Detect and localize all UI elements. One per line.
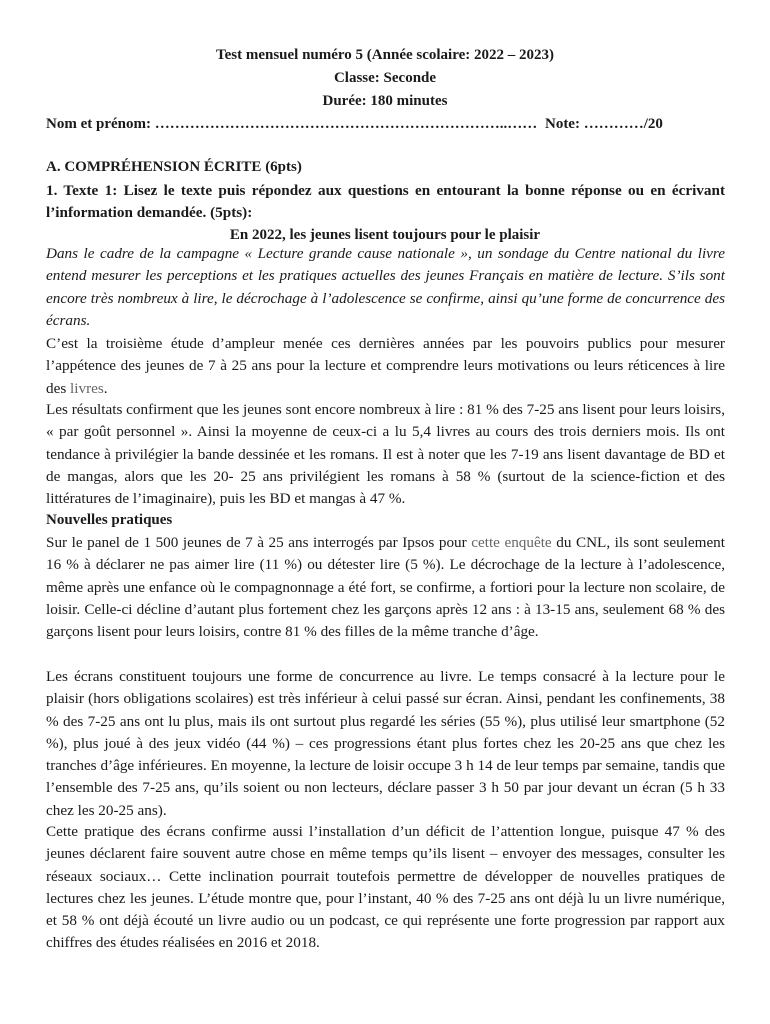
test-title: Test mensuel numéro 5 (Année scolaire: 2022 – 2023)	[215, 47, 555, 63]
article-paragraph-2: Les résultats confirment que les jeunes sont encore nombreux à lire : 81 % des 7-25 ans lisent pour leurs loisirs, « par goût personnel ». Ainsi la moyenne de ceux-ci a lu 5,4 livres au cours des trois derniers mois. Ils ont tendance à privilégier la bande dessinée et les romans. Il est à noter que les 7-19 ans lisent davantage de BD et de mangas, alors que les 20- 25 ans privilégient les romans à 58 % (surtout de la science-fiction et des littératures de l’imaginaire), puis les BD et mangas à 47 %.	[46, 401, 725, 508]
duration-label: Durée: 180 minutes	[322, 93, 448, 109]
subheading-nouvelles-pratiques: Nouvelles pratiques	[46, 512, 173, 528]
article-paragraph-4: Les écrans constituent toujours une forme de concurrence au livre. Le temps consacré à la lecture pour le plaisir (hors obligations scolaires) est très inférieur à celui passé sur écran. Ainsi, pendant les confinements, 38 % des 7-25 ans ont lu plus, mais ils ont surtout plus regardé les séries (55 %), plus utilisé leur smartphone (52 %), plus joué à des jeux vidéo (44 %) – ces progressions étant plus fortes chez les 20-25 ans que chez les tranches d’âge inférieures. En moyenne, la lecture de loisir occupe 3 h 14 de leur temps par semaine, tandis que l’ensemble des 7-25 ans, qu’ils soient ou non lecteurs, déclare passer 3 h 50 par jour devant un écran (5 h 33 chez les 20-25 ans).	[46, 668, 725, 819]
section-a-title: A. COMPRÉHENSION ÉCRITE (6pts)	[46, 159, 302, 175]
note-field: Note: …………/20	[544, 116, 663, 132]
article-paragraph-1	[46, 333, 725, 400]
article-paragraph-3	[46, 532, 725, 643]
enquete-link[interactable]: cette enquête	[471, 534, 552, 551]
paragraph-3-rest: du CNL, ils sont seulement 16 % à déclarer ne pas aimer lire (11 %) ou détester lire (5 %). Le décrochage de la lecture à l’adolescence, même après une enfance où le compagnonnage a été fort, se confirme, a fortiori pour la lecture non scolaire, de loisir. Celle-ci décline d’autant plus fortement chez les garçons après 12 ans : à 13-15 ans, seulement 68 % des garçons lisent pour leurs loisirs, contre 81 % des filles de la même tranche d’âge.	[46, 534, 725, 641]
class-label: Classe: Seconde	[333, 70, 437, 86]
paragraph-1-text: C’est la troisième étude d’ampleur menée ces dernières années par les pouvoirs publics pour mesurer l’appétence des jeunes de 7 à 25 ans pour la lecture et comprendre leurs motivations ou leurs réticences à lire des	[46, 335, 725, 397]
name-field-label: Nom et prénom: ……………………………………………………………..……	[46, 116, 538, 132]
livres-link[interactable]: livres	[70, 379, 104, 397]
paragraph-3-text: Sur le panel de 1 500 jeunes de 7 à 25 ans interrogés par Ipsos pour	[46, 534, 472, 551]
article-title: En 2022, les jeunes lisent toujours pour le plaisir	[229, 227, 541, 243]
name-field	[46, 116, 663, 133]
article-paragraph-5: Cette pratique des écrans confirme aussi l’installation d’un déficit de l’attention longue, puisque 47 % des jeunes déclarent faire souvent autre chose en même temps qu’ils lisent – envoyer des messages, consulter les réseaux sociaux… Cette inclination pourrait toutefois permettre de développer de nouvelles pratiques de lectures chez les jeunes. L’étude montre que, pour l’instant, 40 % des 7-25 ans ont déjà lu un livre numérique, et 58 % ont déjà écouté un livre audio ou un podcast, ce qui représente une forte progression par rapport aux chiffres des études réalisées en 2016 et 2018.	[46, 823, 725, 952]
section-a-instruction: 1. Texte 1: Lisez le texte puis répondez aux questions en entourant la bonne réponse ou en écrivant l’information demandée. (5pts):	[46, 182, 725, 222]
article-intro: Dans le cadre de la campagne « Lecture grande cause nationale », un sondage du Centre national du livre entend mesurer les perceptions et les pratiques actuelles des jeunes Français en matière de lecture. S’ils sont encore très nombreux à lire, le décrochage à l’adolescence se confirme, ainsi qu’une forme de concurrence des écrans.	[46, 245, 725, 329]
paragraph-1-end: .	[103, 379, 108, 397]
